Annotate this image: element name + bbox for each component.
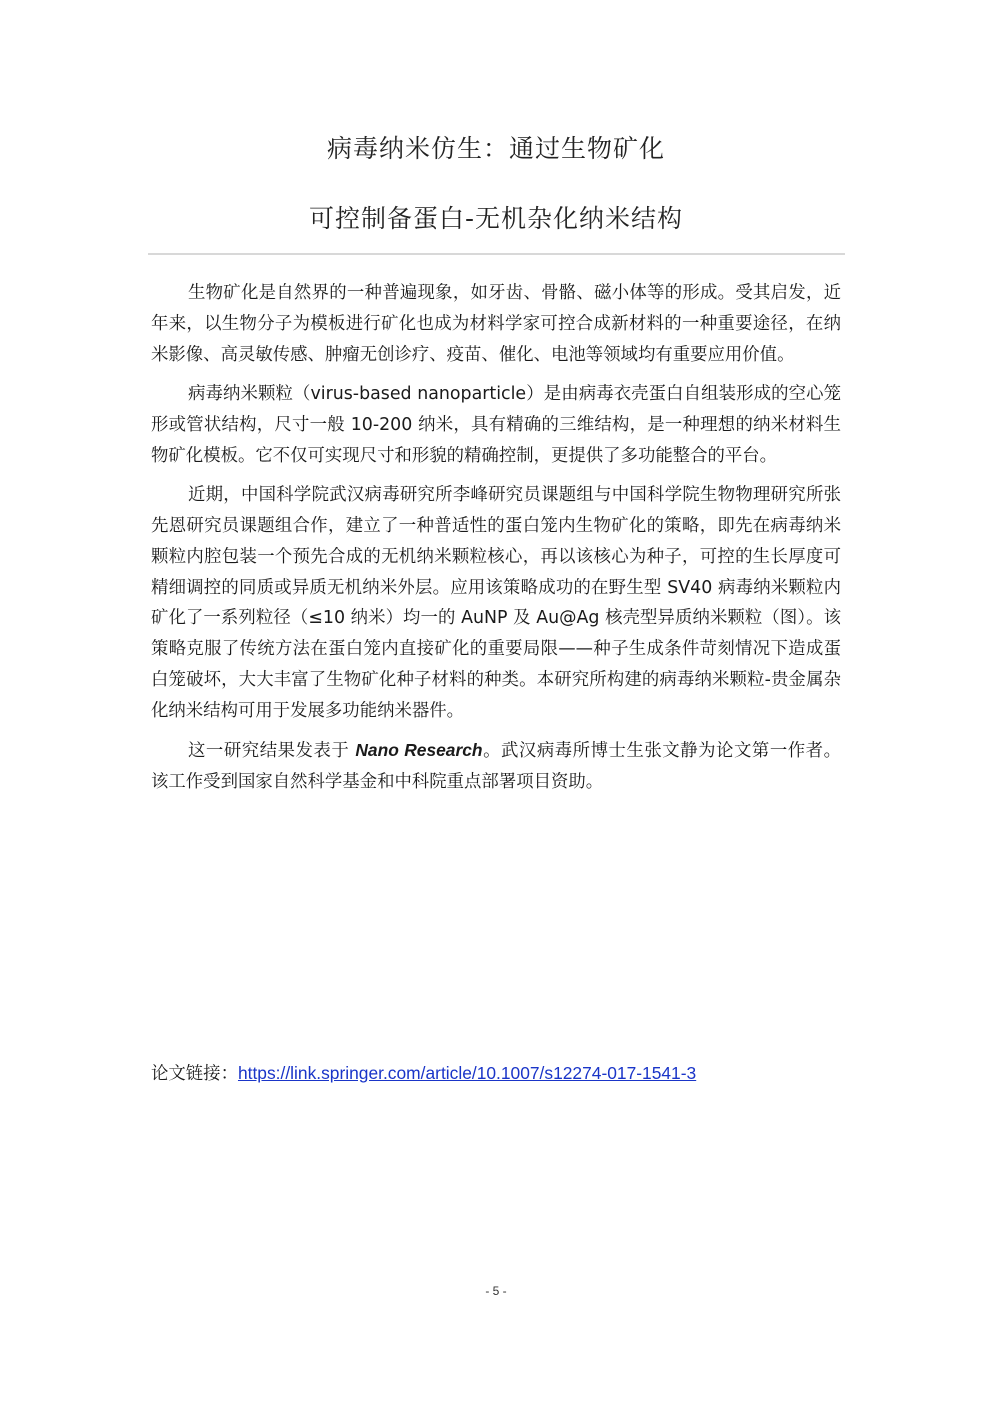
- article-body: [151, 278, 841, 806]
- title-divider: [148, 253, 845, 255]
- paper-link[interactable]: https://link.springer.com/article/10.1007/s12274-017-1541-3: [237, 1063, 697, 1083]
- publication-text-after: 。武汉病毒所博士生张文静为论文第一作者。该工作受到国家自然科学基金和中科院重点部署项目资助。: [151, 741, 841, 793]
- page-number: - 5 -: [485, 1284, 507, 1298]
- paper-link-row: [151, 1058, 696, 1089]
- journal-name: Nano Research: [355, 740, 483, 761]
- title-line-2: 可控制备蛋白-无机杂化纳米结构: [308, 204, 684, 233]
- paragraph-publication: [151, 735, 841, 798]
- paragraph-virus-nanoparticle: 病毒纳米颗粒（virus-based nanoparticle）是由病毒衣壳蛋白自组装形成的空心笼形或管状结构，尺寸一般 10-200 纳米，具有精确的三维结构，是一种理想的纳米材料生物矿化模板。它不仅可实现尺寸和形貌的精确控制，更提供了多功能整合的平台。: [151, 383, 841, 466]
- paragraph-research-result: 近期，中国科学院武汉病毒研究所李峰研究员课题组与中国科学院生物物理研究所张先恩研究员课题组合作，建立了一种普适性的蛋白笼内生物矿化的策略，即先在病毒纳米颗粒内腔包装一个预先合成的无机纳米颗粒核心，再以该核心为种子，可控的生长厚度可精细调控的同质或异质无机纳米外层。应用该策略成功的在野生型 SV40 病毒纳米颗粒内矿化了一系列粒径（≤10 纳米）均一的 AuNP 及 Au@Ag 核壳型异质纳米颗粒（图）。该策略克服了传统方法在蛋白笼内直接矿化的重要局限——种子生成条件苛刻情况下造成蛋白笼破坏，大大丰富了生物矿化种子材料的种类。本研究所构建的病毒纳米颗粒-贵金属杂化纳米结构可用于发展多功能纳米器件。: [151, 484, 841, 722]
- title-line-1: 病毒纳米仿生：通过生物矿化: [326, 134, 665, 163]
- paragraph-biomineralization: 生物矿化是自然界的一种普遍现象，如牙齿、骨骼、磁小体等的形成。受其启发，近年来，以生物分子为模板进行矿化也成为材料学家可控合成新材料的一种重要途径，在纳米影像、高灵敏传感、肿瘤无创诊疗、疫苗、催化、电池等领域均有重要应用价值。: [151, 283, 841, 365]
- publication-text-before: 这一研究结果发表于: [188, 741, 356, 762]
- paper-link-label: 论文链接：: [151, 1064, 238, 1084]
